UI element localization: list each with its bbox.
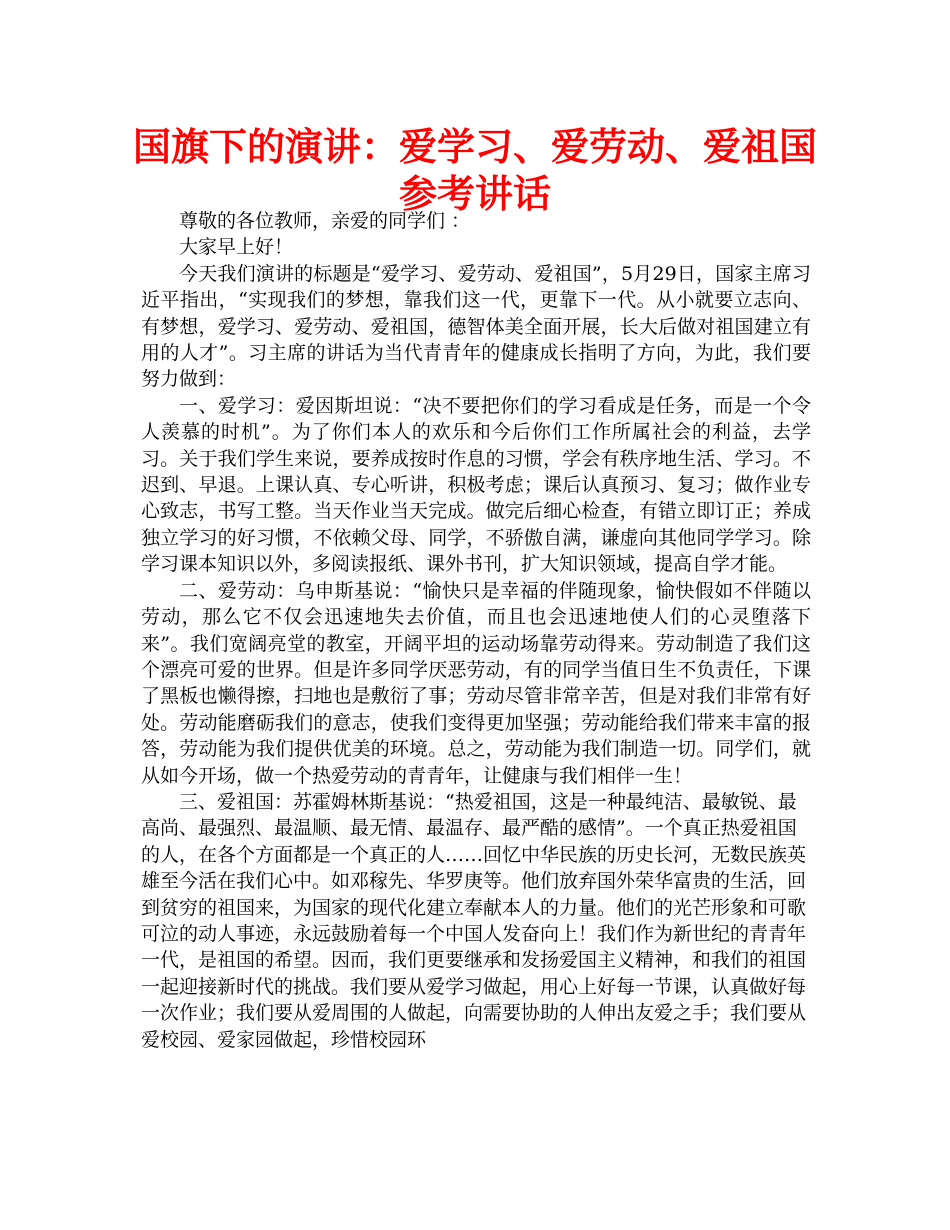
page-title: 国旗下的演讲：爱学习、爱劳动、爱祖国 bbox=[132, 125, 817, 169]
page-title-line-2: 参考讲话 bbox=[398, 172, 551, 216]
love-labor-paragraph: 二、爱劳动：乌申斯基说：“愉快只是幸福的伴随现象，愉快假如不伴随以劳动，那么它不仅会迅速地失去价值，而且也会迅速地使人们的心灵堕落下来”。我们宽阔亮堂的教室，开阔平坦的运动场靠劳动得来。劳动制造了我们这个漂亮可爱的世界。但是许多同学厌恶劳动，有的同学当值日生不负责任，下课了黑板也懒得擦，扫地也是敷衍了事；劳动尽管非常辛苦，但是对我们非常有好处。劳动能磨砺我们的意志，使我们变得更加坚强；劳动能给我们带来丰富的报答，劳动能为我们提供优美的环境。总之，劳动能为我们制造一切。同学们，就从如今开场，做一个热爱劳动的青青年，让健康与我们相伴一生！ bbox=[141, 579, 811, 787]
speech-body bbox=[141, 208, 811, 1053]
intro-paragraph: 今天我们演讲的标题是“爱学习、爱劳动、爱祖国”，5月29日，国家主席习近平指出，“实现我们的梦想，靠我们这一代，更靠下一代。从小就要立志向、有梦想，爱学习、爱劳动、爱祖国，德智体美全面开展，长大后做对祖国建立有用的人才”。习主席的讲话为当代青青年的健康成长指明了方向，为此，我们要努力做到： bbox=[141, 262, 811, 391]
love-learning-paragraph: 一、爱学习：爱因斯坦说：“决不要把你们的学习看成是任务，而是一个令人羡慕的时机”。为了你们本人的欢乐和今后你们工作所属社会的利益，去学习。关于我们学生来说，要养成按时作息的习惯，学会有秩序地生活、学习。不迟到、早退。上课认真、专心听讲，积极考虑；课后认真预习、复习；做作业专心致志，书写工整。当天作业当天完成。做完后细心检查，有错立即订正；养成独立学习的好习惯，不依赖父母、同学，不骄傲自满，谦虚向其他同学学习。除学习课本知识以外，多阅读报纸、课外书刊，扩大知识领域，提高自学才能。 bbox=[141, 394, 811, 576]
greeting-morning-paragraph: 大家早上好！ bbox=[179, 236, 294, 259]
love-country-paragraph: 三、爱祖国：苏霍姆林斯基说：“热爱祖国，这是一种最纯洁、最敏锐、最高尚、最强烈、最温顺、最无情、最温存、最严酷的感情”。一个真正热爱祖国的人，在各个方面都是一个真正的人……回忆中华民族的历史长河，无数民族英雄至今活在我们心中。如邓稼先、华罗庚等。他们放弃国外荣华富贵的生活，回到贫穷的祖国来，为国家的现代化建立奉献本人的力量。他们的光芒形象和可歌可泣的动人事迹，永远鼓励着每一个中国人发奋向上！我们作为新世纪的青青年一代，是祖国的希望。因而，我们更要继承和发扬爱国主义精神，和我们的祖国一起迎接新时代的挑战。我们要从爱学习做起，用心上好每一节课，认真做好每一次作业；我们要从爱周围的人做起，向需要协助的人伸出友爱之手；我们要从爱校园、爱家园做起，珍惜校园环 bbox=[141, 790, 807, 1051]
greeting-paragraph: 尊敬的各位教师，亲爱的同学们 ： bbox=[179, 210, 471, 232]
